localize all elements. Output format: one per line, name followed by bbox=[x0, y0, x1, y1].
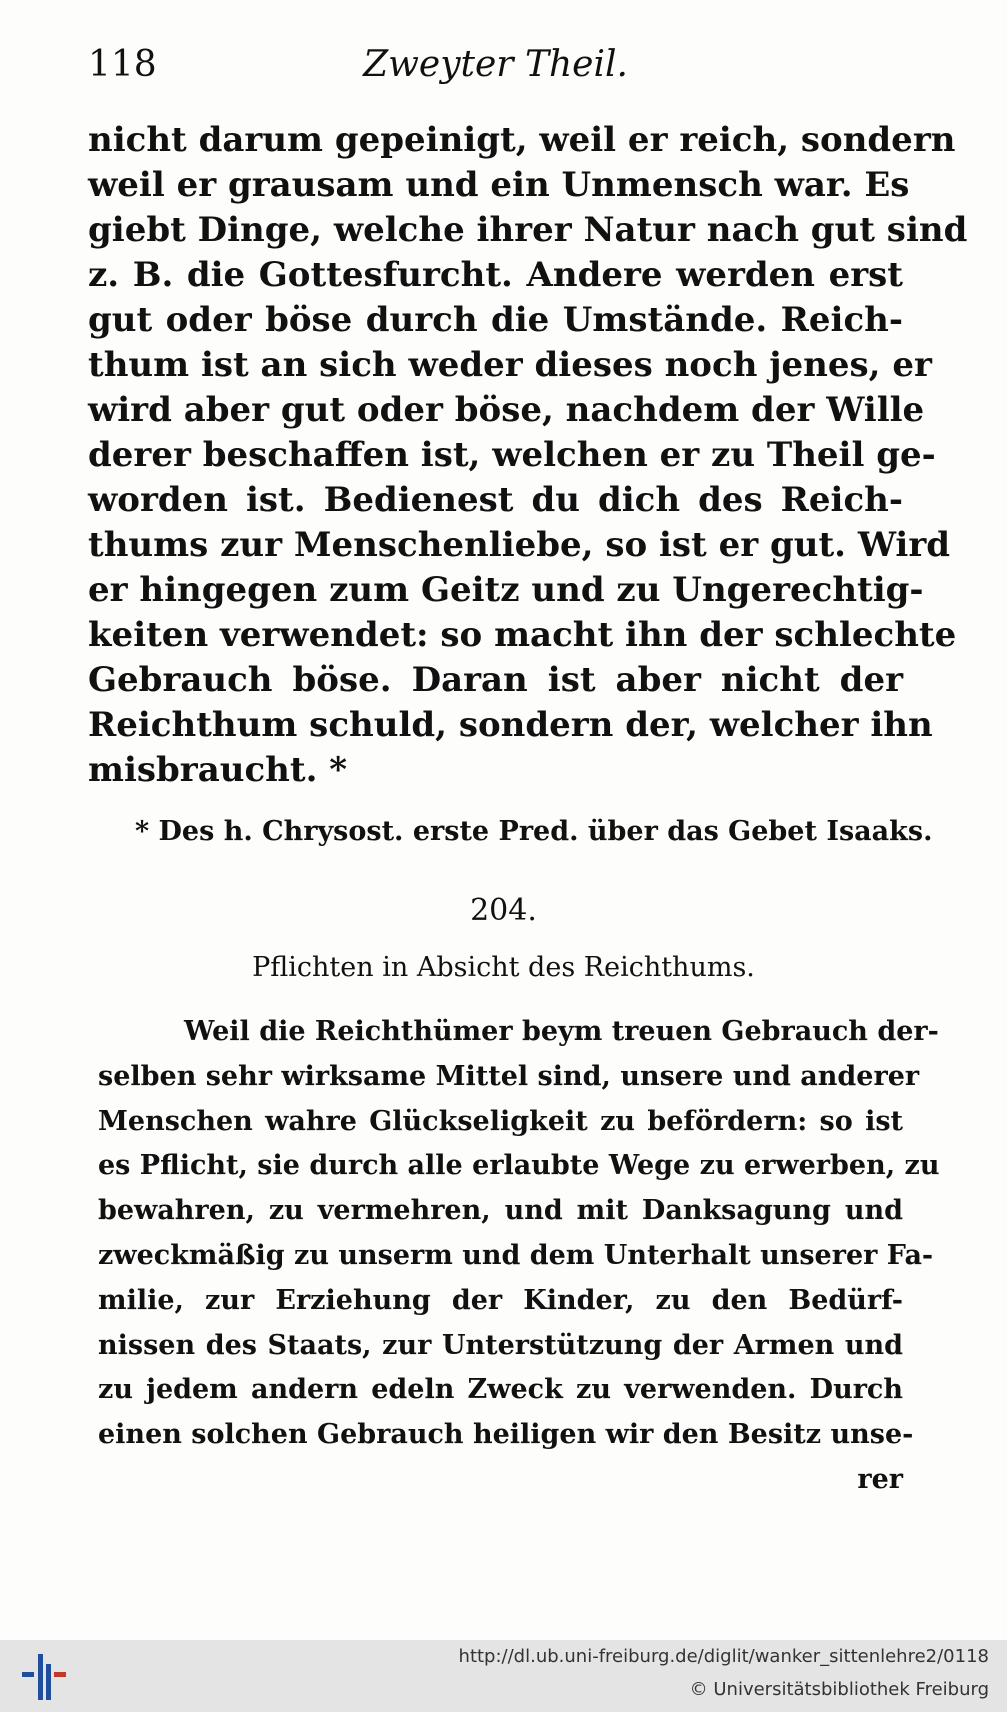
section-text bbox=[98, 1010, 940, 1503]
text-line: Gebrauch böse. Daran ist aber nicht der bbox=[88, 660, 903, 700]
library-logo-icon bbox=[22, 1650, 66, 1704]
copyright-notice: © Universitätsbibliothek Freiburg bbox=[689, 1679, 989, 1700]
text-line: Reichthum schuld, sondern der, welcher ihn bbox=[88, 705, 933, 745]
section-line: bewahren, zu vermehren, und mit Danksagung und bbox=[98, 1195, 903, 1227]
text-line: z. B. die Gottesfurcht. Andere werden erst bbox=[88, 255, 903, 295]
text-line: keiten verwendet: so macht ihn der schlechte bbox=[88, 615, 957, 655]
page-number: 118 bbox=[88, 44, 157, 85]
viewer-footer bbox=[0, 1640, 1007, 1712]
text-line: giebt Dinge, welche ihrer Natur nach gut sind bbox=[88, 210, 968, 250]
text-line: nicht darum gepeinigt, weil er reich, sondern bbox=[88, 120, 956, 160]
section-line: einen solchen Gebrauch heiligen wir den Besitz unse- bbox=[98, 1419, 914, 1451]
page-header bbox=[88, 38, 903, 88]
source-url[interactable]: http://dl.ub.uni-freiburg.de/diglit/wanker_sittenlehre2/0118 bbox=[458, 1646, 989, 1667]
text-line: gut oder böse durch die Umstände. Reich- bbox=[88, 300, 903, 340]
section-line: zweckmäßig zu unserm und dem Unterhalt unserer Fa- bbox=[98, 1239, 934, 1271]
text-line: wird aber gut oder böse, nachdem der Wille bbox=[88, 390, 925, 430]
text-line: worden ist. Bedienest du dich des Reich- bbox=[88, 480, 903, 520]
section-number: 204. bbox=[470, 893, 537, 928]
catchword: rer bbox=[857, 1463, 903, 1495]
section-title: Pflichten in Absicht des Reichthums. bbox=[252, 952, 755, 983]
section-line: Weil die Reichthümer beym treuen Gebrauch der- bbox=[184, 1016, 939, 1047]
section-line: es Pflicht, sie durch alle erlaubte Wege zu erwerben, zu bbox=[98, 1150, 940, 1182]
section-line: zu jedem andern edeln Zweck zu verwenden. Durch bbox=[98, 1374, 903, 1406]
section-line: milie, zur Erziehung der Kinder, zu den Bedürf- bbox=[98, 1284, 903, 1316]
footnote: * Des h. Chrysost. erste Pred. über das Gebet Isaaks. bbox=[135, 816, 933, 847]
text-line: derer beschaffen ist, welchen er zu Theil ge- bbox=[88, 435, 936, 475]
text-line: misbraucht. * bbox=[88, 750, 348, 790]
running-title: Zweyter Theil. bbox=[363, 44, 628, 85]
section-line: Menschen wahre Glückseligkeit zu befördern: so ist bbox=[98, 1105, 903, 1137]
section-line: selben sehr wirksame Mittel sind, unsere und anderer bbox=[98, 1060, 920, 1092]
text-line: thum ist an sich weder dieses noch jenes, er bbox=[88, 345, 932, 385]
text-line: weil er grausam und ein Unmensch war. Es bbox=[88, 165, 910, 205]
section-line: nissen des Staats, zur Unterstützung der Armen und bbox=[98, 1329, 903, 1361]
body-text bbox=[88, 118, 968, 793]
text-line: thums zur Menschenliebe, so ist er gut. Wird bbox=[88, 525, 951, 565]
text-line: er hingegen zum Geitz und zu Ungerechtig- bbox=[88, 570, 924, 610]
